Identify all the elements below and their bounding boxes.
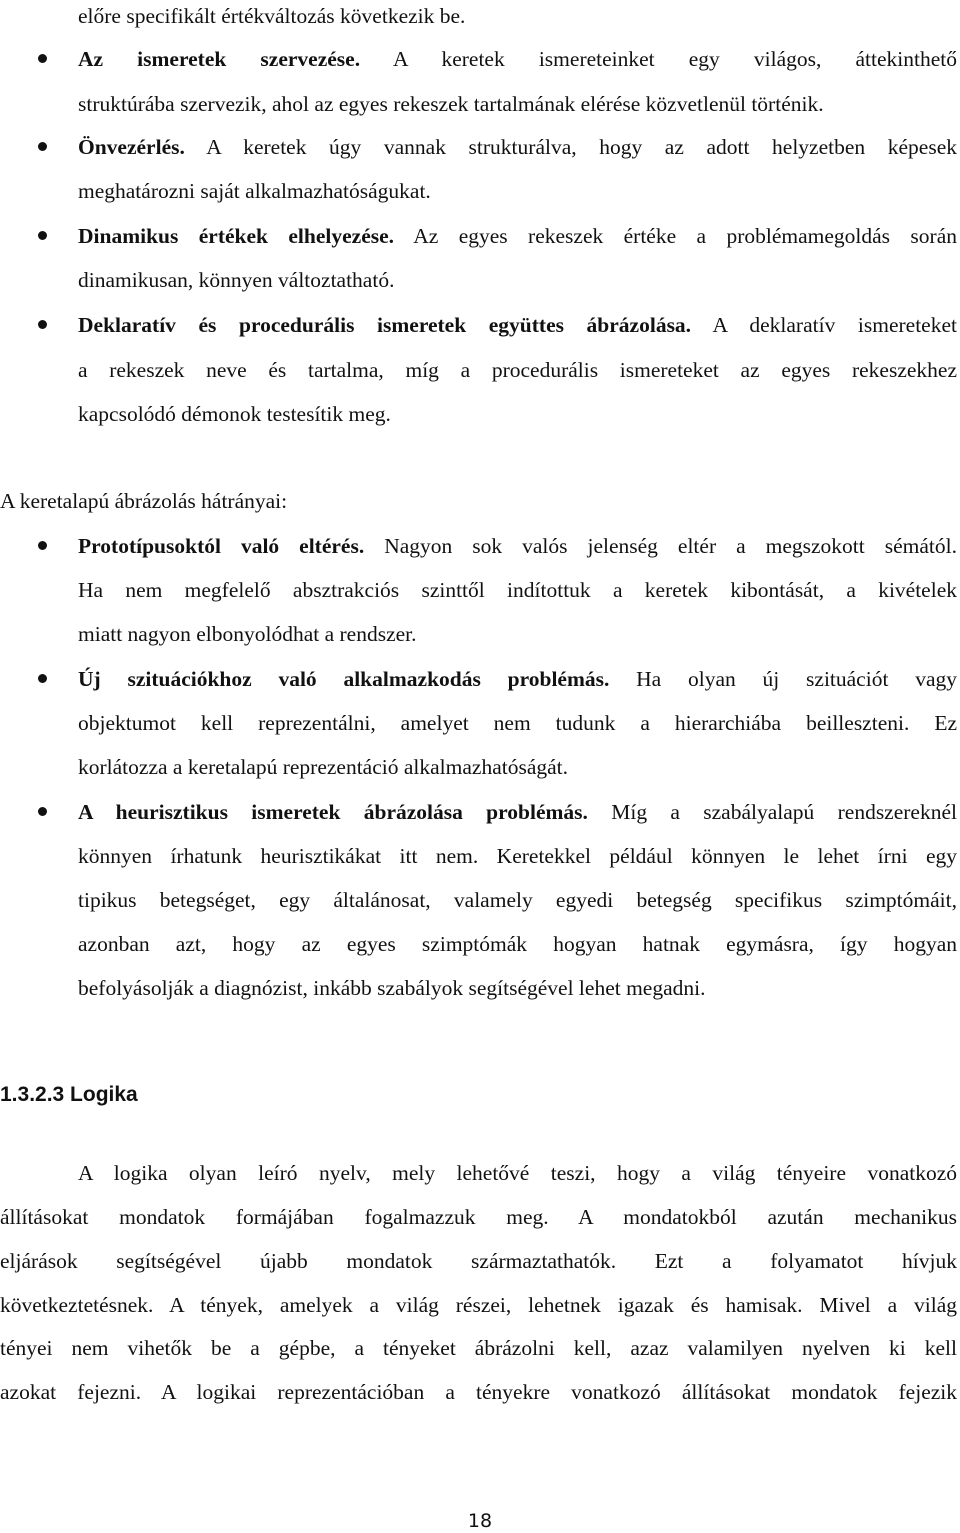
item-text: dinamikusan, könnyen változtatható. [78, 268, 395, 292]
paragraph-line: azokat fejezni. A logikai reprezentációban a tényekre vonatkozó állításokat mondatok fejezik [0, 1380, 957, 1404]
item-text: kapcsolódó démonok testesítik meg. [78, 402, 391, 426]
item-text: azonban azt, hogy az egyes szimptómák hogyan hatnak egymásra, így hogyan [78, 932, 957, 956]
item-text: tipikus betegséget, egy általánosat, valamely egyedi betegség specifikus szimptómáit, [78, 888, 957, 912]
bullet-icon [38, 54, 47, 63]
item-text: struktúrába szervezik, ahol az egyes rekeszek tartalmának elérése közvetlenül történik. [78, 92, 824, 116]
paragraph-line: következtetésnek. A tények, amelyek a világ részei, lehetnek igazak és hamisak. Mivel a világ [0, 1293, 957, 1317]
item-text: Ha nem megfelelő absztrakciós szinttől indítottuk a keretek kibontását, a kivételek [78, 578, 957, 602]
item-title: Új szituációkhoz való alkalmazkodás problémás. [78, 667, 610, 691]
item-text: meghatározni saját alkalmazhatóságukat. [78, 179, 431, 203]
disadvantages-intro: A keretalapú ábrázolás hátrányai: [0, 489, 288, 513]
item-text: könnyen írhatunk heurisztikákat itt nem. Keretekkel például könnyen le lehet írni egy [78, 844, 957, 868]
item-text: A keretek úgy vannak strukturálva, hogy az adott helyzetben képesek [184, 135, 957, 159]
item-text: Míg a szabályalapú rendszereknél [587, 800, 957, 824]
bullet-icon [38, 541, 47, 550]
paragraph-line: eljárások segítségével újabb mondatok származtathatók. Ezt a folyamatot hívjuk [0, 1249, 957, 1273]
paragraph-line: tényei nem vihetők be a gépbe, a tényeket ábrázolni kell, azaz valamilyen nyelven ki kell [0, 1336, 957, 1360]
item-text: A keretek ismereteinket egy világos, áttekinthető [360, 47, 957, 71]
item-title: Prototípusoktól való eltérés. [78, 534, 365, 558]
item-text: Az egyes rekeszek értéke a problémamegoldás során [394, 224, 957, 248]
page-number: 18 [467, 1510, 493, 1532]
bullet-icon [38, 231, 47, 240]
paragraph-line: állításokat mondatok formájában fogalmazzuk meg. A mondatokból azután mechanikus [0, 1205, 957, 1229]
item-title: Önvezérlés. [78, 135, 185, 159]
item-text: Ha olyan új szituációt vagy [609, 667, 957, 691]
item-title: A heurisztikus ismeretek ábrázolása problémás. [78, 800, 588, 824]
bullet-icon [38, 320, 47, 329]
bullet-icon [38, 142, 47, 151]
bullet-icon [38, 807, 47, 816]
item-text: Nagyon sok valós jelenség eltér a megszokott sémától. [364, 534, 957, 558]
item-text: miatt nagyon elbonyolódhat a rendszer. [78, 622, 417, 646]
item-text: korlátozza a keretalapú reprezentáció alkalmazhatóságát. [78, 755, 569, 779]
intro-fragment: előre specifikált értékváltozás következik be. [78, 4, 466, 28]
paragraph-line: A logika olyan leíró nyelv, mely lehetővé teszi, hogy a világ tényeire vonatkozó [78, 1161, 957, 1185]
section-heading: 1.3.2.3 Logika [0, 1083, 138, 1106]
item-text: befolyásolják a diagnózist, inkább szabályok segítségével lehet megadni. [78, 976, 706, 1000]
item-text: a rekeszek neve és tartalma, míg a procedurális ismereteket az egyes rekeszekhez [78, 358, 957, 382]
item-text: A deklaratív ismereteket [691, 313, 957, 337]
item-text: objektumot kell reprezentálni, amelyet nem tudunk a hierarchiába beilleszteni. Ez [78, 711, 957, 735]
bullet-icon [38, 674, 47, 683]
item-title: Deklaratív és procedurális ismeretek együttes ábrázolása. [78, 313, 692, 337]
item-title: Az ismeretek szervezése. [78, 47, 361, 71]
item-title: Dinamikus értékek elhelyezése. [78, 224, 395, 248]
